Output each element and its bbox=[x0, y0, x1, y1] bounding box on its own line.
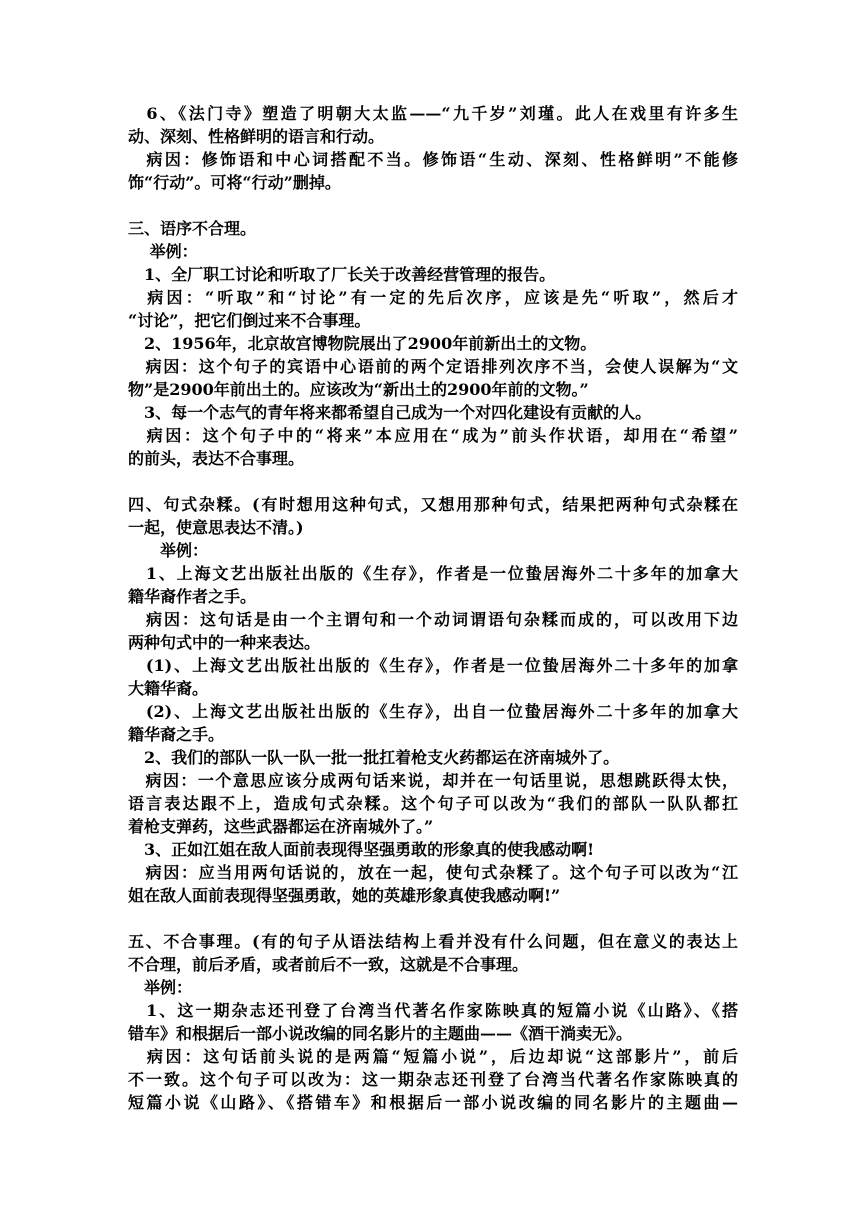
text-line: 籍华裔作者之手。 bbox=[128, 587, 257, 606]
text-line: “讨论”，把它们倒过来不合事理。 bbox=[128, 311, 371, 330]
text-line: 举例： bbox=[128, 242, 198, 261]
text-line: 举例： bbox=[128, 978, 193, 997]
text-line: 1、全厂职工讨论和听取了厂长关于改善经营管理的报告。 bbox=[128, 265, 556, 284]
text-line: 1、这一期杂志还刊登了台湾当代著名作家陈映真的短篇小说《山路》、《搭 bbox=[128, 1001, 738, 1020]
text-line: 一起，使意思表达不清。) bbox=[128, 518, 304, 537]
text-line: 2、我们的部队一队一队一批一批扛着枪支火药都运在济南城外了。 bbox=[128, 748, 620, 767]
text-line: 6、《法门寺》塑造了明朝大太监——“九千岁”刘瑾。此人在戏里有许多生 bbox=[128, 104, 738, 123]
text-line: 病因：修饰语和中心词搭配不当。修饰语“生动、深刻、性格鲜明”不能修 bbox=[128, 150, 738, 169]
text-line: 病因：一个意思应该分成两句话来说，却并在一句话里说，思想跳跃得太快， bbox=[128, 771, 738, 790]
text-line: 物”是2900年前出土的。应该改为“新出土的2900年前的文物。” bbox=[128, 380, 589, 399]
text-line: 2、1956年，北京故宫博物院展出了2900年前新出土的文物。 bbox=[128, 334, 597, 353]
text-line: 病因：这句话前头说的是两篇“短篇小说”，后边却说“这部影片”，前后 bbox=[128, 1047, 738, 1066]
text-line: 病因：“听取”和“讨论”有一定的先后次序，应该是先“听取”，然后才 bbox=[128, 288, 738, 307]
text-line: 病因：这个句子中的“将来”本应用在“成为”前头作状语，却用在“希望” bbox=[128, 426, 738, 445]
text-line: 1、上海文艺出版社出版的《生存》，作者是一位蛰居海外二十多年的加拿大 bbox=[128, 564, 738, 583]
text-line: 举例： bbox=[128, 541, 209, 560]
text-line: 不合理，前后矛盾，或者前后不一致，这就是不合事理。 bbox=[128, 955, 529, 974]
text-line: 两种句式中的一种来表达。 bbox=[128, 633, 321, 652]
text-line: (2)、上海文艺出版社出版的《生存》，出自一位蛰居海外二十多年的加拿大 bbox=[128, 702, 738, 721]
text-line: 姐在敌人面前表现得坚强勇敢，她的英雄形象真使我感动啊!” bbox=[128, 886, 561, 905]
text-line: 动、深刻、性格鲜明的语言和行动。 bbox=[128, 127, 385, 146]
text-line: 3、每一个志气的青年将来都希望自己成为一个对四化建设有贡献的人。 bbox=[128, 403, 652, 422]
text-line: 错车》和根据后一部小说改编的同名影片的主题曲——《酒干淌卖无》。 bbox=[128, 1024, 633, 1043]
text-line: 病因：这个句子的宾语中心语前的两个定语排列次序不当，会使人误解为“文 bbox=[128, 357, 738, 376]
text-line: 病因：应当用两句话说的，放在一起，使句式杂糅了。这个句子可以改为“江 bbox=[128, 863, 738, 882]
text-line: 3、正如江姐在敌人面前表现得坚强勇敢的形象真的使我感动啊! bbox=[128, 840, 595, 859]
text-line: 着枪支弹药，这些武器都运在济南城外了。” bbox=[128, 817, 434, 836]
text-line: 饰“行动”。可将“行动”删掉。 bbox=[128, 173, 341, 192]
text-line: (1)、上海文艺出版社出版的《生存》，作者是一位蛰居海外二十多年的加拿 bbox=[128, 656, 738, 675]
section-heading: 三、语序不合理。 bbox=[128, 219, 257, 238]
text-line: 不一致。这个句子可以改为：这一期杂志还刊登了台湾当代著名作家陈映真的 bbox=[128, 1070, 738, 1089]
text-line: 病因：这句话是由一个主谓句和一个动词谓语句杂糅而成的，可以改用下边 bbox=[128, 610, 738, 629]
text-line: 语言表达跟不上，造成句式杂糅。这个句子可以改为“我们的部队一队队都扛 bbox=[128, 794, 738, 813]
text-line: 的前头，表达不合事理。 bbox=[128, 449, 305, 468]
text-line: 大籍华裔。 bbox=[128, 679, 209, 698]
text-line: 籍华裔之手。 bbox=[128, 725, 225, 744]
section-heading: 四、句式杂糅。(有时想用这种句式，又想用那种句式，结果把两种句式杂糅在 bbox=[128, 495, 738, 514]
section-heading: 五、不合事理。(有的句子从语法结构上看并没有什么问题，但在意义的表达上 bbox=[128, 932, 738, 951]
text-line: 短篇小说《山路》、《搭错车》和根据后一部小说改编的同名影片的主题曲— bbox=[128, 1093, 738, 1112]
